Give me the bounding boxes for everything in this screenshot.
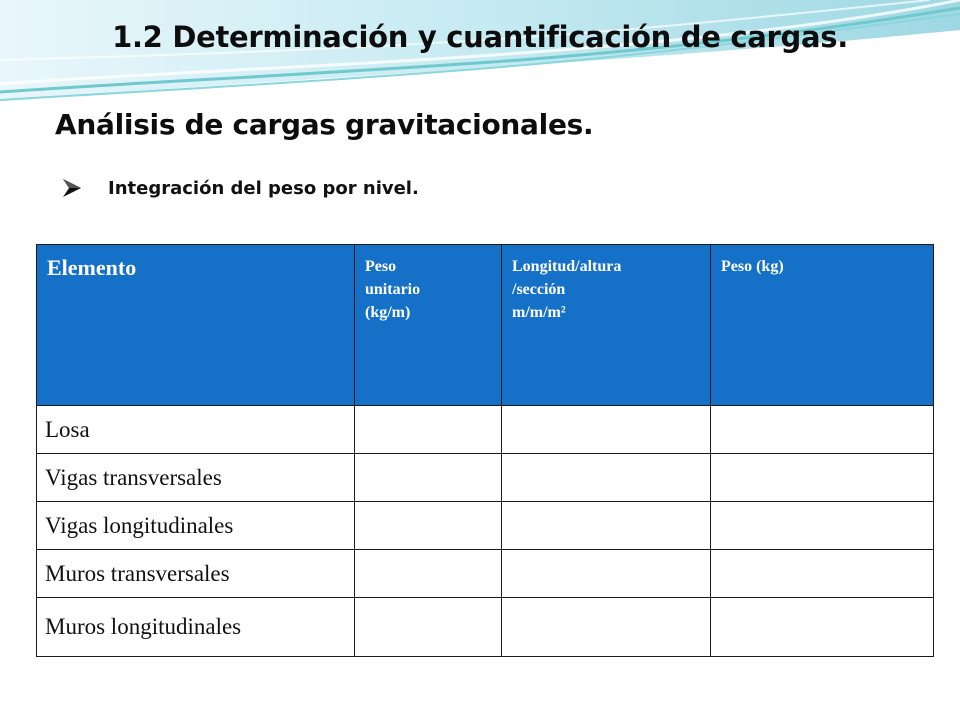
arrow-bullet-icon	[60, 176, 84, 200]
cell-peso-unitario[interactable]	[355, 406, 502, 454]
cell-longitud[interactable]	[502, 502, 711, 550]
cell-longitud[interactable]	[502, 598, 711, 657]
header-peso: Peso (kg)	[711, 245, 934, 406]
bullet-item	[60, 176, 419, 200]
cell-elemento: Vigas transversales	[37, 454, 355, 502]
cell-peso-unitario[interactable]	[355, 598, 502, 657]
bullet-text: Integración del peso por nivel.	[108, 177, 419, 199]
header-wave-decoration	[0, 0, 960, 120]
cell-peso-unitario[interactable]	[355, 502, 502, 550]
cell-peso[interactable]	[711, 454, 934, 502]
cell-elemento: Losa	[37, 406, 355, 454]
table-row	[37, 598, 934, 657]
cell-peso[interactable]	[711, 550, 934, 598]
cell-peso-unitario[interactable]	[355, 454, 502, 502]
table-row	[37, 502, 934, 550]
cell-elemento: Muros longitudinales	[37, 598, 355, 657]
header-elemento: Elemento	[37, 245, 355, 406]
cell-elemento: Muros transversales	[37, 550, 355, 598]
cell-peso-unitario[interactable]	[355, 550, 502, 598]
header-longitud: Longitud/altura /sección m/m/m²	[502, 245, 711, 406]
cell-peso[interactable]	[711, 406, 934, 454]
cell-peso[interactable]	[711, 598, 934, 657]
cell-longitud[interactable]	[502, 454, 711, 502]
cell-longitud[interactable]	[502, 406, 711, 454]
slide-subtitle: Análisis de cargas gravitacionales.	[55, 108, 594, 141]
cell-elemento: Vigas longitudinales	[37, 502, 355, 550]
table-row	[37, 406, 934, 454]
table-header-row	[37, 245, 934, 406]
table-row	[37, 550, 934, 598]
cell-longitud[interactable]	[502, 550, 711, 598]
loads-table	[36, 244, 934, 657]
header-peso-unitario: Peso unitario (kg/m)	[355, 245, 502, 406]
cell-peso[interactable]	[711, 502, 934, 550]
slide-title: 1.2 Determinación y cuantificación de cargas.	[112, 20, 848, 54]
table-row	[37, 454, 934, 502]
